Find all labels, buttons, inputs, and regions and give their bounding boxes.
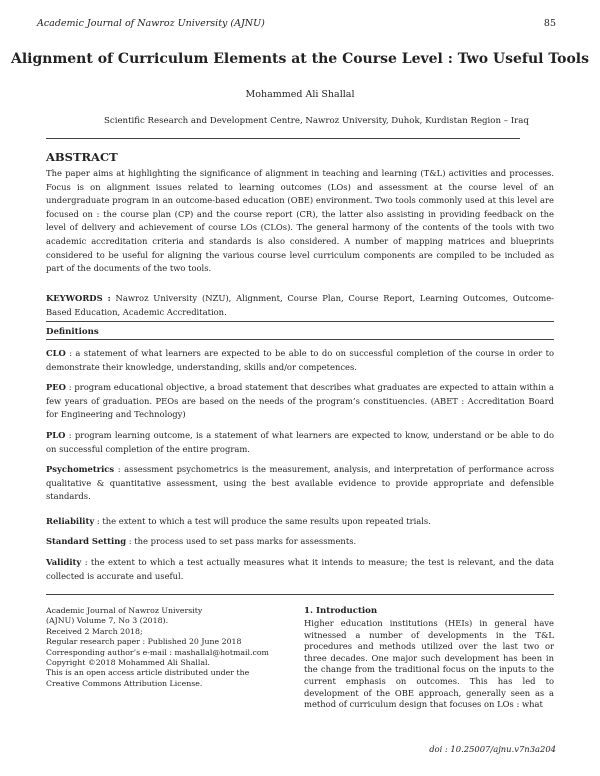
definition-item: [46, 556, 554, 583]
definition-item: [46, 535, 554, 549]
definition-item: [46, 463, 554, 504]
introduction-text: Higher education institutions (HEIs) in general have witnessed a number of developments in the T&L procedures and methods utilized over the last two or three decades. One major such development has been in the change from the traditional focus on the inputs to the current emphasis on outcomes. This has led to development of the OBE approach, generally seen as a method of curriculum design that focuses on LOs : what: [304, 618, 554, 710]
paper-title: Alignment of Curriculum Elements at the Course Level : Two Useful Tools: [10, 51, 590, 67]
divider: [46, 138, 520, 139]
definition-term: CLO: [46, 348, 66, 358]
introduction-heading: 1. Introduction: [304, 606, 378, 616]
info-line: This is an open access article distributed under the: [46, 668, 250, 678]
definition-text: : a statement of what learners are expected to be able to do on successful completion of the course in order to demonstrate their knowledge, understanding, skills and/or competences.: [46, 348, 554, 372]
divider: [46, 339, 554, 340]
info-line: Corresponding author’s e-mail : mashallal@hotmail.com: [46, 647, 269, 657]
definition-text: : the extent to which a test actually measures what it intends to measure; the test is relevant, and the data collected is accurate and useful.: [46, 557, 554, 581]
definition-term: Validity: [46, 557, 82, 567]
definition-term: PEO: [46, 382, 66, 392]
definition-term: Reliability: [46, 516, 95, 526]
info-line: Regular research paper : Published 20 June 2018: [46, 637, 242, 647]
definition-text: : assessment psychometrics is the measurement, analysis, and interpretation of performance across qualitative & quantitative assessment, using the best available evidence to provide appropriate and defensible standards.: [46, 464, 554, 502]
keywords-label: KEYWORDS :: [46, 293, 111, 303]
definition-item: [46, 429, 554, 456]
page-number: 85: [543, 18, 556, 29]
keywords-text: Nawroz University (NZU), Alignment, Course Plan, Course Report, Learning Outcomes, Outcome-Based Education, Academic Accreditation.: [46, 293, 554, 317]
definition-text: : the process used to set pass marks for assessments.: [126, 536, 357, 546]
divider: [46, 594, 554, 595]
article-info-box: [46, 606, 286, 689]
affiliation: Scientific Research and Development Centre, Nawroz University, Duhok, Kurdistan Region – Iraq: [104, 116, 529, 126]
definition-item: [46, 515, 554, 529]
info-line: Creative Commons Attribution License.: [46, 678, 203, 688]
keywords: [46, 292, 554, 319]
definition-term: PLO: [46, 430, 66, 440]
abstract-heading: ABSTRACT: [46, 150, 118, 164]
definitions-heading: Definitions: [46, 327, 99, 337]
author-name: Mohammed Ali Shallal: [245, 89, 355, 100]
definition-text: : program learning outcome, is a statement of what learners are expected to know, understand or be able to do on successful completion of the entire program.: [46, 430, 554, 454]
definition-term: Standard Setting: [46, 536, 127, 546]
definition-text: : program educational objective, a broad statement that describes what graduates are expected to attain within a few years of graduation. PEOs are based on the needs of the program’s constituencies. (ABET : Accreditation Board for Engineering and Technology): [46, 382, 554, 420]
doi[interactable]: doi : 10.25007/ajnu.v7n3a204: [429, 744, 556, 754]
definition-text: : the extent to which a test will produce the same results upon repeated trials.: [94, 516, 431, 526]
info-line: Copyright ©2018 Mohammed Ali Shallal.: [46, 658, 210, 668]
info-line: Academic Journal of Nawroz University: [46, 606, 203, 615]
divider: [46, 321, 554, 322]
definition-item: [46, 347, 554, 374]
info-line: Received 2 March 2018;: [46, 626, 143, 636]
journal-header: Academic Journal of Nawroz University (AJNU): [37, 18, 265, 29]
abstract-text: The paper aims at highlighting the significance of alignment in teaching and learning (T&L) activities and processes. Focus is on alignment issues related to learning outcomes (LOs) and assessment at the course level of an undergraduate program in an outcome-based education (OBE) environment. Two tools commonly used at this level are focused on : the course plan (CP) and the course report (CR), the latter also assisting in providing feedback on the level of delivery and achievement of course LOs (CLOs). The general harmony of the contents of the tools with two academic accreditation criteria and standards is also considered. A number of mapping matrices and blueprints considered to be useful for aligning the various course level curriculum components are compiled to be included as part of the documents of the two tools.: [46, 168, 554, 274]
definition-term: Psychometrics: [46, 464, 115, 474]
info-line: (AJNU) Volume 7, No 3 (2018).: [46, 616, 169, 626]
definition-item: [46, 381, 554, 422]
